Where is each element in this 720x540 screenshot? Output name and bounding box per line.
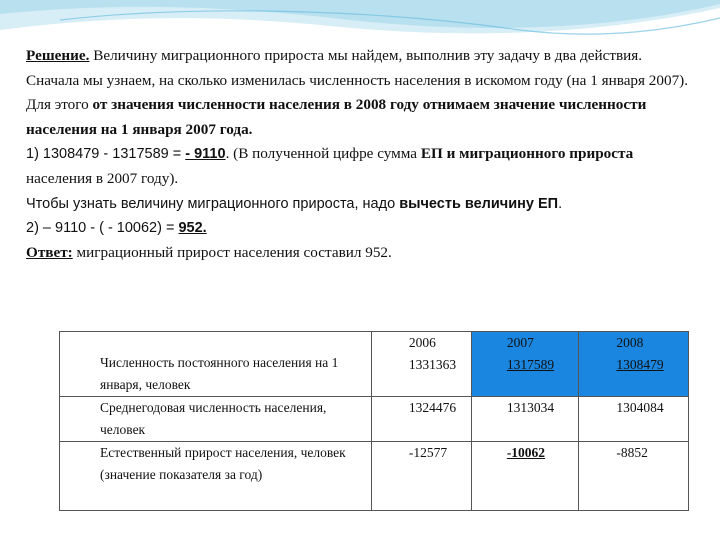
step-1-note: . (В полученной цифре сумма <box>225 145 421 163</box>
step-2-intro <box>26 192 696 217</box>
step-1-and: и <box>442 145 460 163</box>
table-cell-value <box>371 332 471 397</box>
table-cell-value-text: -10062 <box>506 445 546 460</box>
table-cell-label: Численность постоянного населения на 1 января, человек <box>60 332 372 397</box>
year-header-2008: 2008 <box>616 335 644 350</box>
table-cell-label: Среднегодовая численность населения, человек <box>60 397 372 442</box>
step-2-expression: 2) – 9110 - ( - 10062) = <box>26 220 179 237</box>
answer-label: Ответ: <box>26 243 73 261</box>
table-cell-value: -12577 <box>371 442 471 511</box>
table-cell-highlighted <box>579 332 689 397</box>
year-header-2007: 2007 <box>506 335 534 350</box>
step-2-intro-end: . <box>558 195 563 212</box>
table-cell-value-text: 1317589 <box>506 357 555 372</box>
table-cell-value <box>471 442 579 511</box>
step-1-expression: 1) 1308479 - 1317589 = <box>26 146 186 163</box>
step-1-note-end: населения в 2007 году). <box>26 169 179 187</box>
table-cell-highlighted <box>471 332 579 397</box>
solution-heading: Решение. <box>26 47 90 64</box>
table-row <box>60 397 689 442</box>
table-cell-label: Естественный прирост населения, человек (значение показателя за год) <box>60 442 372 511</box>
table-cell-value-text: 1331363 <box>408 357 457 372</box>
step-1 <box>26 142 696 191</box>
answer <box>26 241 696 266</box>
step-1-ep: ЕП <box>420 145 443 163</box>
table-cell-value: 1304084 <box>579 397 689 442</box>
table-cell-value-text: 1308479 <box>616 357 664 372</box>
solution-paragraph <box>26 44 696 142</box>
solution-method-end: . <box>248 120 253 138</box>
solution-intro: Величину миграционного прироста мы найдем, выполнив эту задачу в два действия. Сначала мы узнаем, на сколько изменилась численность населения в искомом году (на 1 января 2007). Для этого <box>26 47 689 114</box>
population-table <box>59 331 689 511</box>
step-2-intro-text: Чтобы узнать величину миграционного прироста, надо <box>26 195 400 212</box>
solution-method: от значения численности населения в 2008 году отнимаем значение численности населения на 1 января 2007 года <box>26 96 647 138</box>
solution-text <box>26 44 696 265</box>
table-row <box>60 442 689 511</box>
step-2-result: 952. <box>178 220 207 237</box>
year-header-2006: 2006 <box>408 335 436 350</box>
step-2 <box>26 216 696 241</box>
table-row <box>60 332 689 397</box>
step-2-intro-bold: вычесть величину ЕП <box>399 195 559 212</box>
table-cell-value: 1324476 <box>371 397 471 442</box>
table-cell-value: -8852 <box>579 442 689 511</box>
answer-text: миграционный прирост населения составил 952. <box>72 243 392 261</box>
step-1-result: - 9110 <box>185 146 226 163</box>
table-cell-value: 1313034 <box>471 397 579 442</box>
step-1-migration: миграционного прироста <box>459 145 634 163</box>
